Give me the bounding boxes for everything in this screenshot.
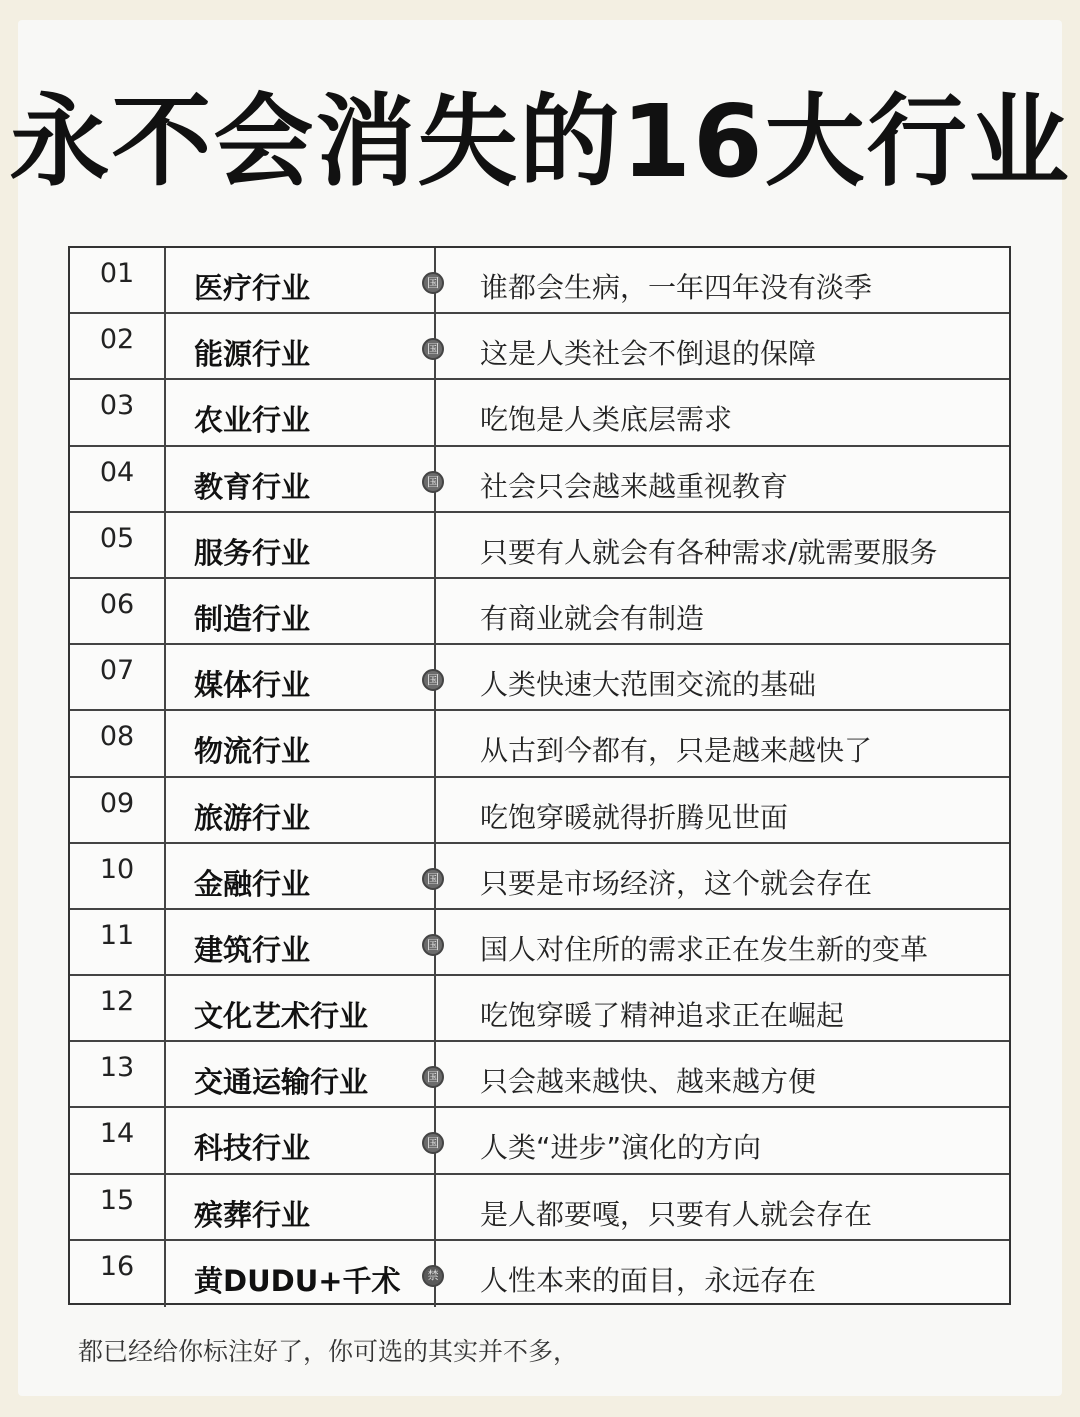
- row-number: 09: [70, 778, 166, 842]
- row-number: 12: [70, 976, 166, 1040]
- industry-name: 服务行业: [194, 535, 311, 570]
- industry-reason: 人性本来的面目，永远存在: [480, 1263, 817, 1297]
- row-number: 08: [70, 711, 166, 775]
- industry-name: 殡葬行业: [194, 1197, 311, 1232]
- timeline-line: [434, 778, 436, 842]
- industry-reason: 谁都会生病，一年四年没有淡季: [480, 271, 873, 304]
- table-row: [70, 645, 1009, 711]
- industry-reason: 吃饱是人类底层需求: [480, 403, 733, 437]
- table-row: [70, 1042, 1009, 1108]
- state-marker-icon: 国: [422, 669, 444, 691]
- industry-reason: 只会越来越快、越来越方便: [480, 1065, 817, 1099]
- row-number: 16: [70, 1241, 166, 1307]
- row-number: 10: [70, 844, 166, 908]
- industry-name: 文化艺术行业: [194, 999, 369, 1034]
- state-marker-icon: 国: [422, 272, 444, 294]
- table-row: [70, 579, 1009, 645]
- row-number: 15: [70, 1175, 166, 1239]
- state-marker-icon: 国: [422, 338, 444, 360]
- industry-name: 旅游行业: [194, 800, 311, 835]
- row-number: 01: [70, 248, 166, 312]
- state-marker-icon: 国: [422, 1132, 444, 1154]
- industry-reason: 只要是市场经济，这个就会存在: [480, 866, 873, 900]
- timeline-line: [434, 976, 436, 1040]
- timeline-line: [434, 513, 436, 577]
- table-row: [70, 248, 1009, 314]
- row-number: 07: [70, 645, 166, 709]
- industry-name: 农业行业: [194, 403, 311, 438]
- timeline-line: [434, 711, 436, 775]
- industry-name: 黄DUDU+千术: [194, 1263, 401, 1298]
- table-row: [70, 778, 1009, 844]
- table-row: [70, 844, 1009, 910]
- row-number: 02: [70, 314, 166, 378]
- industry-name: 科技行业: [194, 1131, 311, 1166]
- industry-name: 物流行业: [194, 734, 311, 769]
- row-number: 03: [70, 380, 166, 444]
- industry-reason: 是人都要嘎，只要有人就会存在: [480, 1197, 873, 1231]
- timeline-line: [434, 1175, 436, 1239]
- industry-table: [68, 246, 1011, 1305]
- industry-reason: 吃饱穿暖就得折腾见世面: [480, 800, 789, 834]
- industry-name: 金融行业: [194, 866, 311, 901]
- industry-reason: 社会只会越来越重视教育: [480, 469, 789, 503]
- footer-note: 都已经给你标注好了，你可选的其实并不多，: [78, 1337, 579, 1366]
- state-marker-icon: 国: [422, 934, 444, 956]
- table-row: [70, 314, 1009, 380]
- timeline-line: [434, 380, 436, 444]
- row-number: 04: [70, 447, 166, 511]
- industry-name: 制造行业: [194, 601, 311, 636]
- industry-reason: 吃饱穿暖了精神追求正在崛起: [480, 999, 845, 1033]
- state-marker-icon: 国: [422, 1066, 444, 1088]
- industry-reason: 从古到今都有，只是越来越快了: [480, 734, 873, 768]
- industry-reason: 只要有人就会有各种需求/就需要服务: [480, 535, 938, 569]
- timeline-line: [434, 579, 436, 643]
- industry-reason: 人类“进步”演化的方向: [480, 1131, 762, 1165]
- industry-name: 媒体行业: [194, 668, 311, 703]
- industry-name: 交通运输行业: [194, 1065, 369, 1100]
- ban-marker-icon: 禁: [422, 1265, 444, 1287]
- table-row: [70, 513, 1009, 579]
- state-marker-icon: 国: [422, 868, 444, 890]
- table-row: [70, 910, 1009, 976]
- table-row: [70, 380, 1009, 446]
- industry-reason: 这是人类社会不倒退的保障: [480, 337, 817, 371]
- table-row: [70, 1175, 1009, 1241]
- row-number: 06: [70, 579, 166, 643]
- industry-reason: 人类快速大范围交流的基础: [480, 668, 817, 702]
- industry-name: 建筑行业: [194, 932, 311, 967]
- row-number: 11: [70, 910, 166, 974]
- row-number: 14: [70, 1108, 166, 1172]
- industry-name: 教育行业: [194, 469, 311, 504]
- row-number: 05: [70, 513, 166, 577]
- table-row: [70, 1108, 1009, 1174]
- table-row: [70, 976, 1009, 1042]
- industry-reason: 有商业就会有制造: [480, 601, 705, 635]
- industry-reason: 国人对住所的需求正在发生新的变革: [480, 932, 929, 966]
- table-row: [70, 1241, 1009, 1307]
- table-row: [70, 711, 1009, 777]
- industry-name: 能源行业: [194, 337, 311, 372]
- table-row: [70, 447, 1009, 513]
- row-number: 13: [70, 1042, 166, 1106]
- industry-name: 医疗行业: [194, 271, 311, 305]
- state-marker-icon: 国: [422, 471, 444, 493]
- page-title: 永不会消失的16大行业: [9, 83, 1071, 200]
